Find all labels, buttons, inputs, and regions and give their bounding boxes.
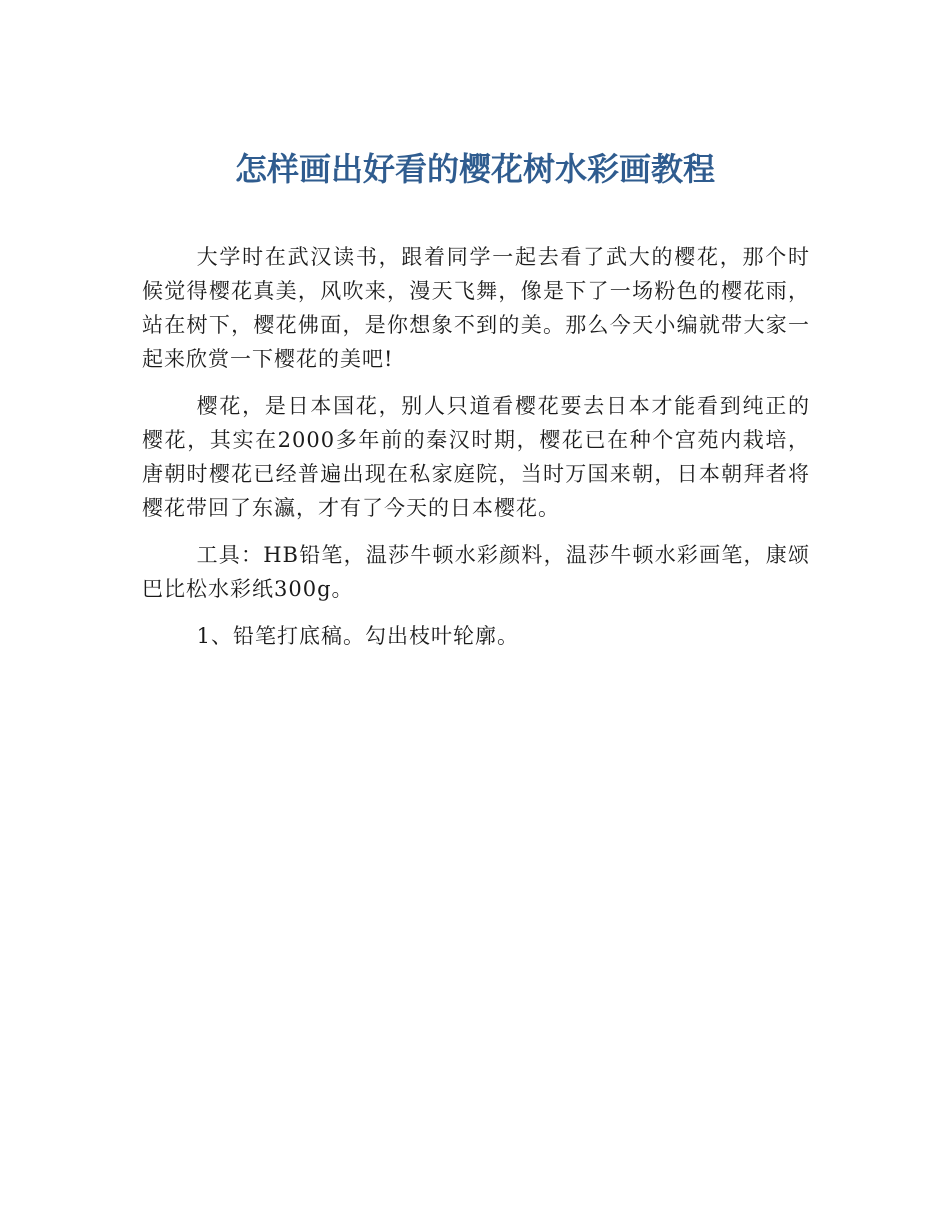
paragraph-step-1: 1、铅笔打底稿。勾出枝叶轮廓。 [196, 624, 519, 648]
document-body [142, 240, 810, 666]
paragraph-tools: 工具：HB铅笔，温莎牛顿水彩颜料，温莎牛顿水彩画笔，康颂巴比松水彩纸300g。 [142, 543, 810, 601]
document-title: 怎样画出好看的樱花树水彩画教程 [234, 150, 715, 188]
paragraph-intro: 大学时在武汉读书，跟着同学一起去看了武大的樱花，那个时候觉得樱花真美，风吹来，漫天飞舞，像是下了一场粉色的樱花雨，站在树下，樱花佛面，是你想象不到的美。那么今天小编就带大家一起来欣赏一下樱花的美吧! [142, 245, 810, 371]
paragraph-history: 樱花，是日本国花，别人只道看樱花要去日本才能看到纯正的樱花，其实在2000多年前的秦汉时期，樱花已在种个宫苑内栽培，唐朝时樱花已经普遍出现在私家庭院，当时万国来朝，日本朝拜者将樱花带回了东瀛，才有了今天的日本樱花。 [142, 394, 810, 520]
